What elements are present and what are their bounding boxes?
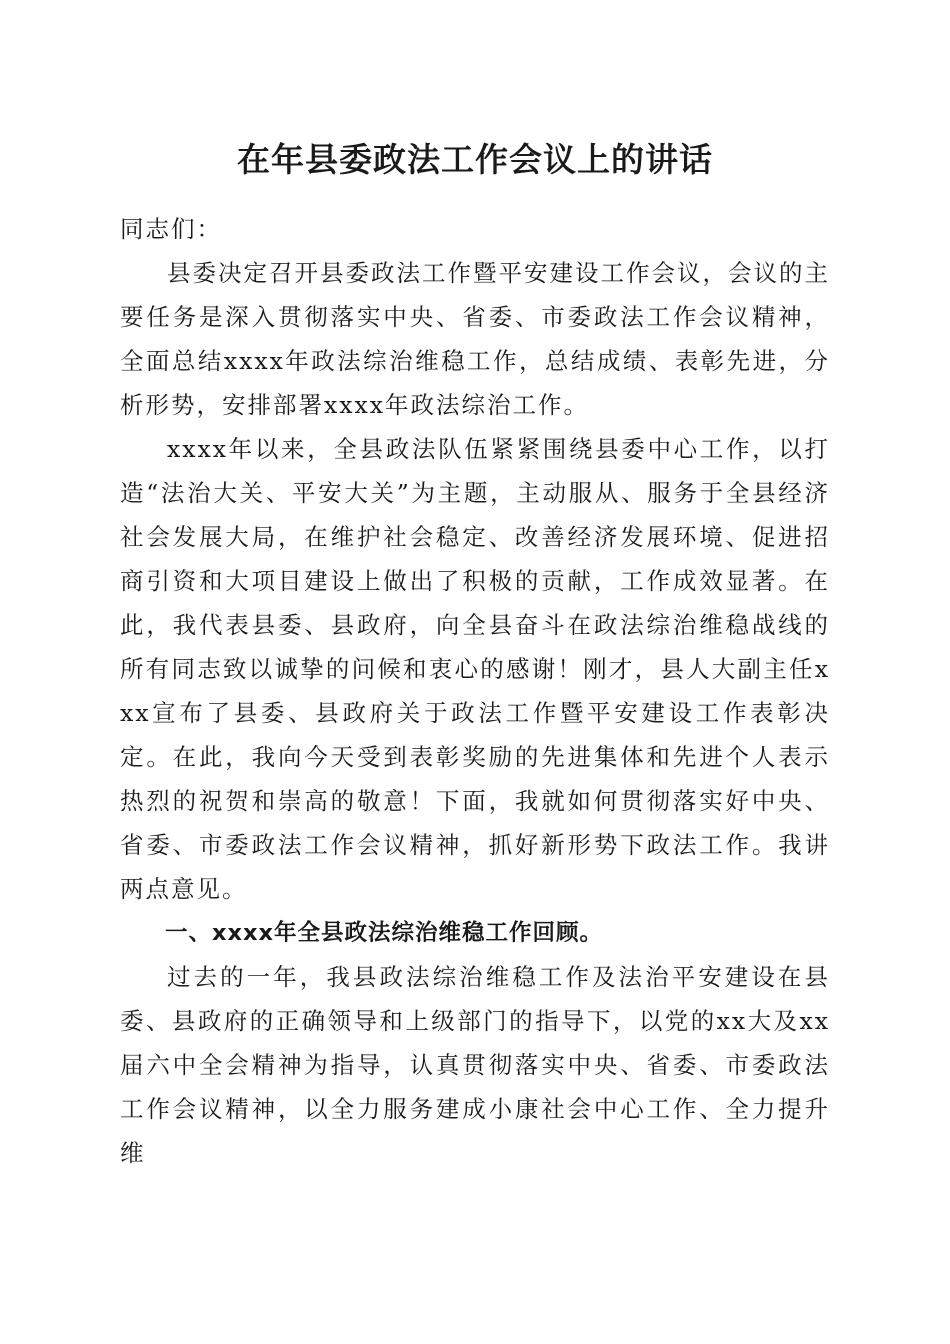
document-title: 在年县委政法工作会议上的讲话	[237, 140, 713, 179]
section-heading: 一、xxxx年全县政法综治维稳工作回顾。	[165, 920, 604, 946]
section-paragraph: 过去的一年，我县政法综治维稳工作及法治平安建设在县委、县政府的正确领导和上级部门的指导下，以党的xx大及xx届六中全会精神为指导，认真贯彻落实中央、省委、市委政法工作会议精神，以全力服务建成小康社会中心工作、全力提升维	[120, 963, 830, 1167]
paragraph-2: xxxx年以来，全县政法队伍紧紧围绕县委中心工作，以打造“法治大关、平安大关”为主题，主动服从、服务于全县经济社会发展大局，在维护社会稳定、改善经济发展环境、促进招商引资和大项目建设上做出了积极的贡献，工作成效显著。在此，我代表县委、县政府，向全县奋斗在政法综治维稳战线的所有同志致以诚挚的问候和衷心的感谢！刚才，县人大副主任xxx宣布了县委、县政府关于政法工作暨平安建设工作表彰决定。在此，我向今天受到表彰奖励的先进集体和先进个人表示热烈的祝贺和崇高的敬意！下面，我就如何贯彻落实好中央、省委、市委政法工作会议精神，抓好新形势下政法工作。我讲两点意见。	[120, 435, 830, 903]
document-body	[120, 207, 830, 1175]
paragraph-1: 县委决定召开县委政法工作暨平安建设工作会议，会议的主要任务是深入贯彻落实中央、省委、市委政法工作会议精神，全面总结xxxx年政法综治维稳工作，总结成绩、表彰先进，分析形势，安排部署xxxx年政法综治工作。	[120, 259, 830, 419]
salutation: 同志们：	[120, 215, 222, 243]
